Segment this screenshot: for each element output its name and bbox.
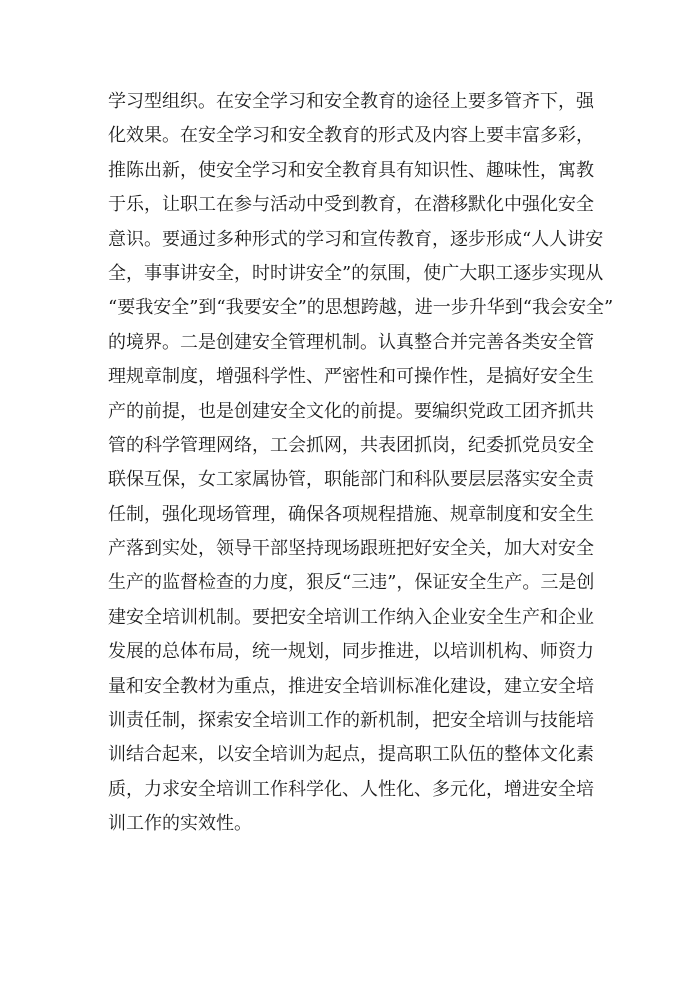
text-line: 于乐，让职工在参与活动中受到教育，在潜移默化中强化安全 bbox=[108, 194, 594, 216]
text-line: 建安全培训机制。要把安全培训工作纳入企业安全生产和企业 bbox=[108, 606, 594, 628]
text-line: 理规章制度，增强科学性、严密性和可操作性，是搞好安全生 bbox=[108, 366, 594, 388]
text-line: 产落到实处，领导干部坚持现场跟班把好安全关，加大对安全 bbox=[108, 538, 594, 560]
text-line: 训责任制，探索安全培训工作的新机制，把安全培训与技能培 bbox=[108, 710, 594, 732]
text-line: 化效果。在安全学习和安全教育的形式及内容上要丰富多彩， bbox=[108, 125, 594, 147]
text-line: 学习型组织。在安全学习和安全教育的途径上要多管齐下，强 bbox=[108, 91, 594, 112]
text-line: 量和安全教材为重点，推进安全培训标准化建设，建立安全培 bbox=[108, 675, 594, 697]
text-line: 管的科学管理网络，工会抓网，共表团抓岗，纪委抓党员安全 bbox=[108, 434, 594, 456]
text-line: 全，事事讲安全，时时讲安全”的氛围，使广大职工逐步实现从 bbox=[108, 262, 604, 284]
text-line: 任制，强化现场管理，确保各项规程措施、规章制度和安全生 bbox=[108, 503, 594, 525]
text-line: 意识。要通过多种形式的学习和宣传教育，逐步形成“人人讲安 bbox=[108, 228, 604, 250]
text-line: 推陈出新，使安全学习和安全教育具有知识性、趣味性，寓教 bbox=[108, 159, 594, 181]
text-line: 产的前提，也是创建安全文化的前提。要编织党政工团齐抓共 bbox=[108, 400, 594, 422]
text-line: 训结合起来，以安全培训为起点，提高职工队伍的整体文化素 bbox=[108, 744, 594, 766]
text-line-last: 训工作的实效性。 bbox=[108, 813, 252, 835]
text-line: 联保互保，女工家属协管，职能部门和科队要层层落实安全责 bbox=[108, 469, 594, 491]
text-line: 发展的总体布局，统一规划，同步推进，以培训机构、师资力 bbox=[108, 641, 594, 663]
text-line: 生产的监督检查的力度，狠反“三违”，保证安全生产。三是创 bbox=[108, 572, 595, 594]
body-text bbox=[108, 85, 614, 842]
text-line: 的境界。二是创建安全管理机制。认真整合并完善各类安全管 bbox=[108, 331, 594, 353]
text-line: “要我安全”到“我要安全”的思想跨越，进一步升华到“我会安全” bbox=[108, 297, 614, 319]
text-line: 质，力求安全培训工作科学化、人性化、多元化，增进安全培 bbox=[108, 778, 594, 800]
